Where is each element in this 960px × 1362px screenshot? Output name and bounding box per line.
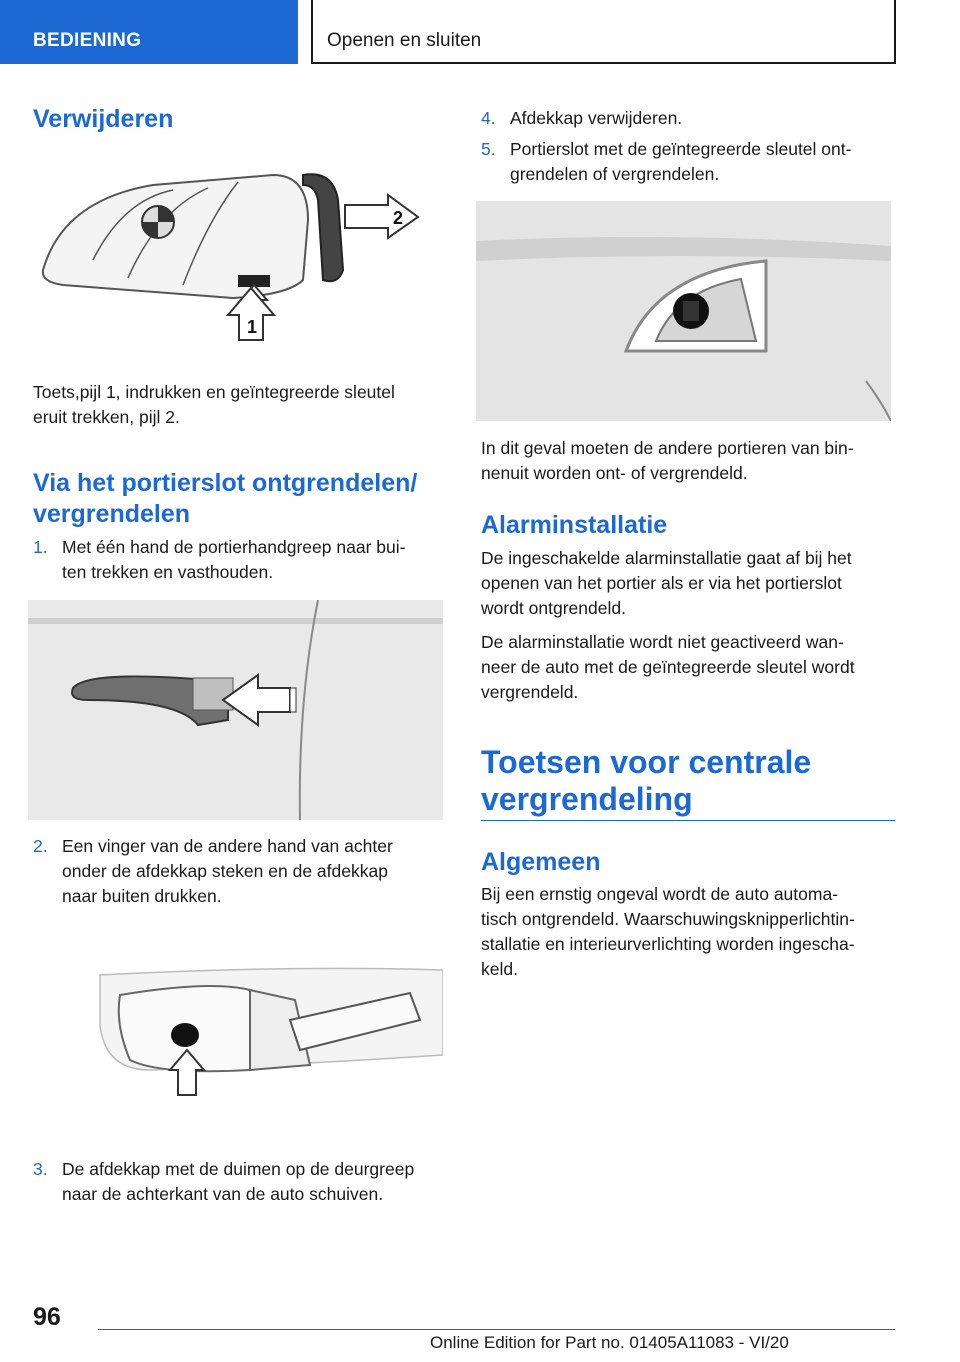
step-text-line: naar buiten drukken. [62,886,222,906]
figure-cover-press [90,965,443,1105]
step-text-line: Een vinger van de andere hand van achter [62,836,393,856]
section-rule [481,820,895,821]
paragraph-alarm-1 [481,546,901,621]
heading-door-lock-line-1: Via het portierslot ontgrendelen/ [33,469,418,497]
heading-alarm: Alarminstallatie [481,511,668,539]
step-text-line: Met één hand de portierhandgreep naar bui- [62,537,406,557]
section-tab: BEDIENING [0,0,298,64]
paragraph-alarm-2 [481,630,901,705]
text-line: Bij een ernstig ongeval wordt de auto automa- [481,884,839,904]
step-number: 4. [481,108,496,128]
heading-door-lock-line-2: vergrendelen [33,500,191,528]
page-number: 96 [33,1303,61,1331]
step-3 [33,1157,453,1209]
step-text-line: naar de achterkant van de auto schuiven. [62,1184,384,1204]
text-line: De alarminstallatie wordt niet geactiveerd wan- [481,632,844,652]
step-1 [33,535,453,587]
step-number: 3. [33,1159,48,1179]
footer-rule [98,1329,895,1330]
step-number: 1. [33,537,48,557]
figure-key-fob [33,160,443,360]
text-line: In dit geval moeten de andere portieren van bin- [481,438,854,458]
figure-lock-cylinder [476,201,891,421]
step-text-line: Portierslot met de geïntegreerde sleutel ont- [510,139,852,159]
lock-cylinder-illustration [476,201,891,421]
step-5 [481,137,901,189]
text-line: vergrendeld. [481,682,579,702]
chapter-title: Openen en sluiten [311,0,896,64]
text-line: wordt ontgrendeld. [481,598,626,618]
heading-line: Toetsen voor centrale [481,744,812,780]
key-fob-illustration [33,160,443,360]
arrow-label-2: 2 [393,208,404,228]
paragraph-other-doors [481,436,901,486]
step-text-line: De afdekkap met de duimen op de deurgreep [62,1159,415,1179]
caption-key [33,380,453,430]
figure-door-handle [28,600,443,820]
text-line: neer de auto met de geïntegreerde sleutel wordt [481,657,855,677]
paragraph-general [481,882,901,982]
step-number: 2. [33,836,48,856]
footer-edition: Online Edition for Part no. 01405A11083 - VI/20 [430,1333,789,1352]
arrow-label-1: 1 [247,317,258,337]
step-text-line: Afdekkap verwijderen. [510,108,683,128]
text-line: De ingeschakelde alarminstallatie gaat af bij het [481,548,852,568]
step-text-line: ten trekken en vasthouden. [62,562,274,582]
heading-general: Algemeen [481,848,601,876]
text-line: keld. [481,959,518,979]
heading-remove: Verwijderen [33,105,174,133]
heading-central-locking [481,744,901,818]
door-handle-illustration [28,600,443,820]
cover-press-illustration [90,965,443,1105]
caption-key-line-2: eruit trekken, pijl 2. [33,407,180,427]
text-line: nenuit worden ont- of vergrendeld. [481,463,748,483]
heading-line: vergrendeling [481,781,693,817]
step-2 [33,834,453,912]
heading-door-lock [33,468,453,530]
step-text-line: onder de afdekkap steken en de afdekkap [62,861,388,881]
step-text-line: grendelen of vergrendelen. [510,164,720,184]
text-line: openen van het portier als er via het portierslot [481,573,842,593]
step-4 [481,106,901,132]
caption-key-line-1: Toets,pijl 1, indrukken en geïntegreerde sleutel [33,382,395,402]
text-line: tisch ontgrendeld. Waarschuwingsknipperlichtin- [481,909,855,929]
text-line: stallatie en interieurverlichting worden ingescha- [481,934,855,954]
step-number: 5. [481,139,496,159]
